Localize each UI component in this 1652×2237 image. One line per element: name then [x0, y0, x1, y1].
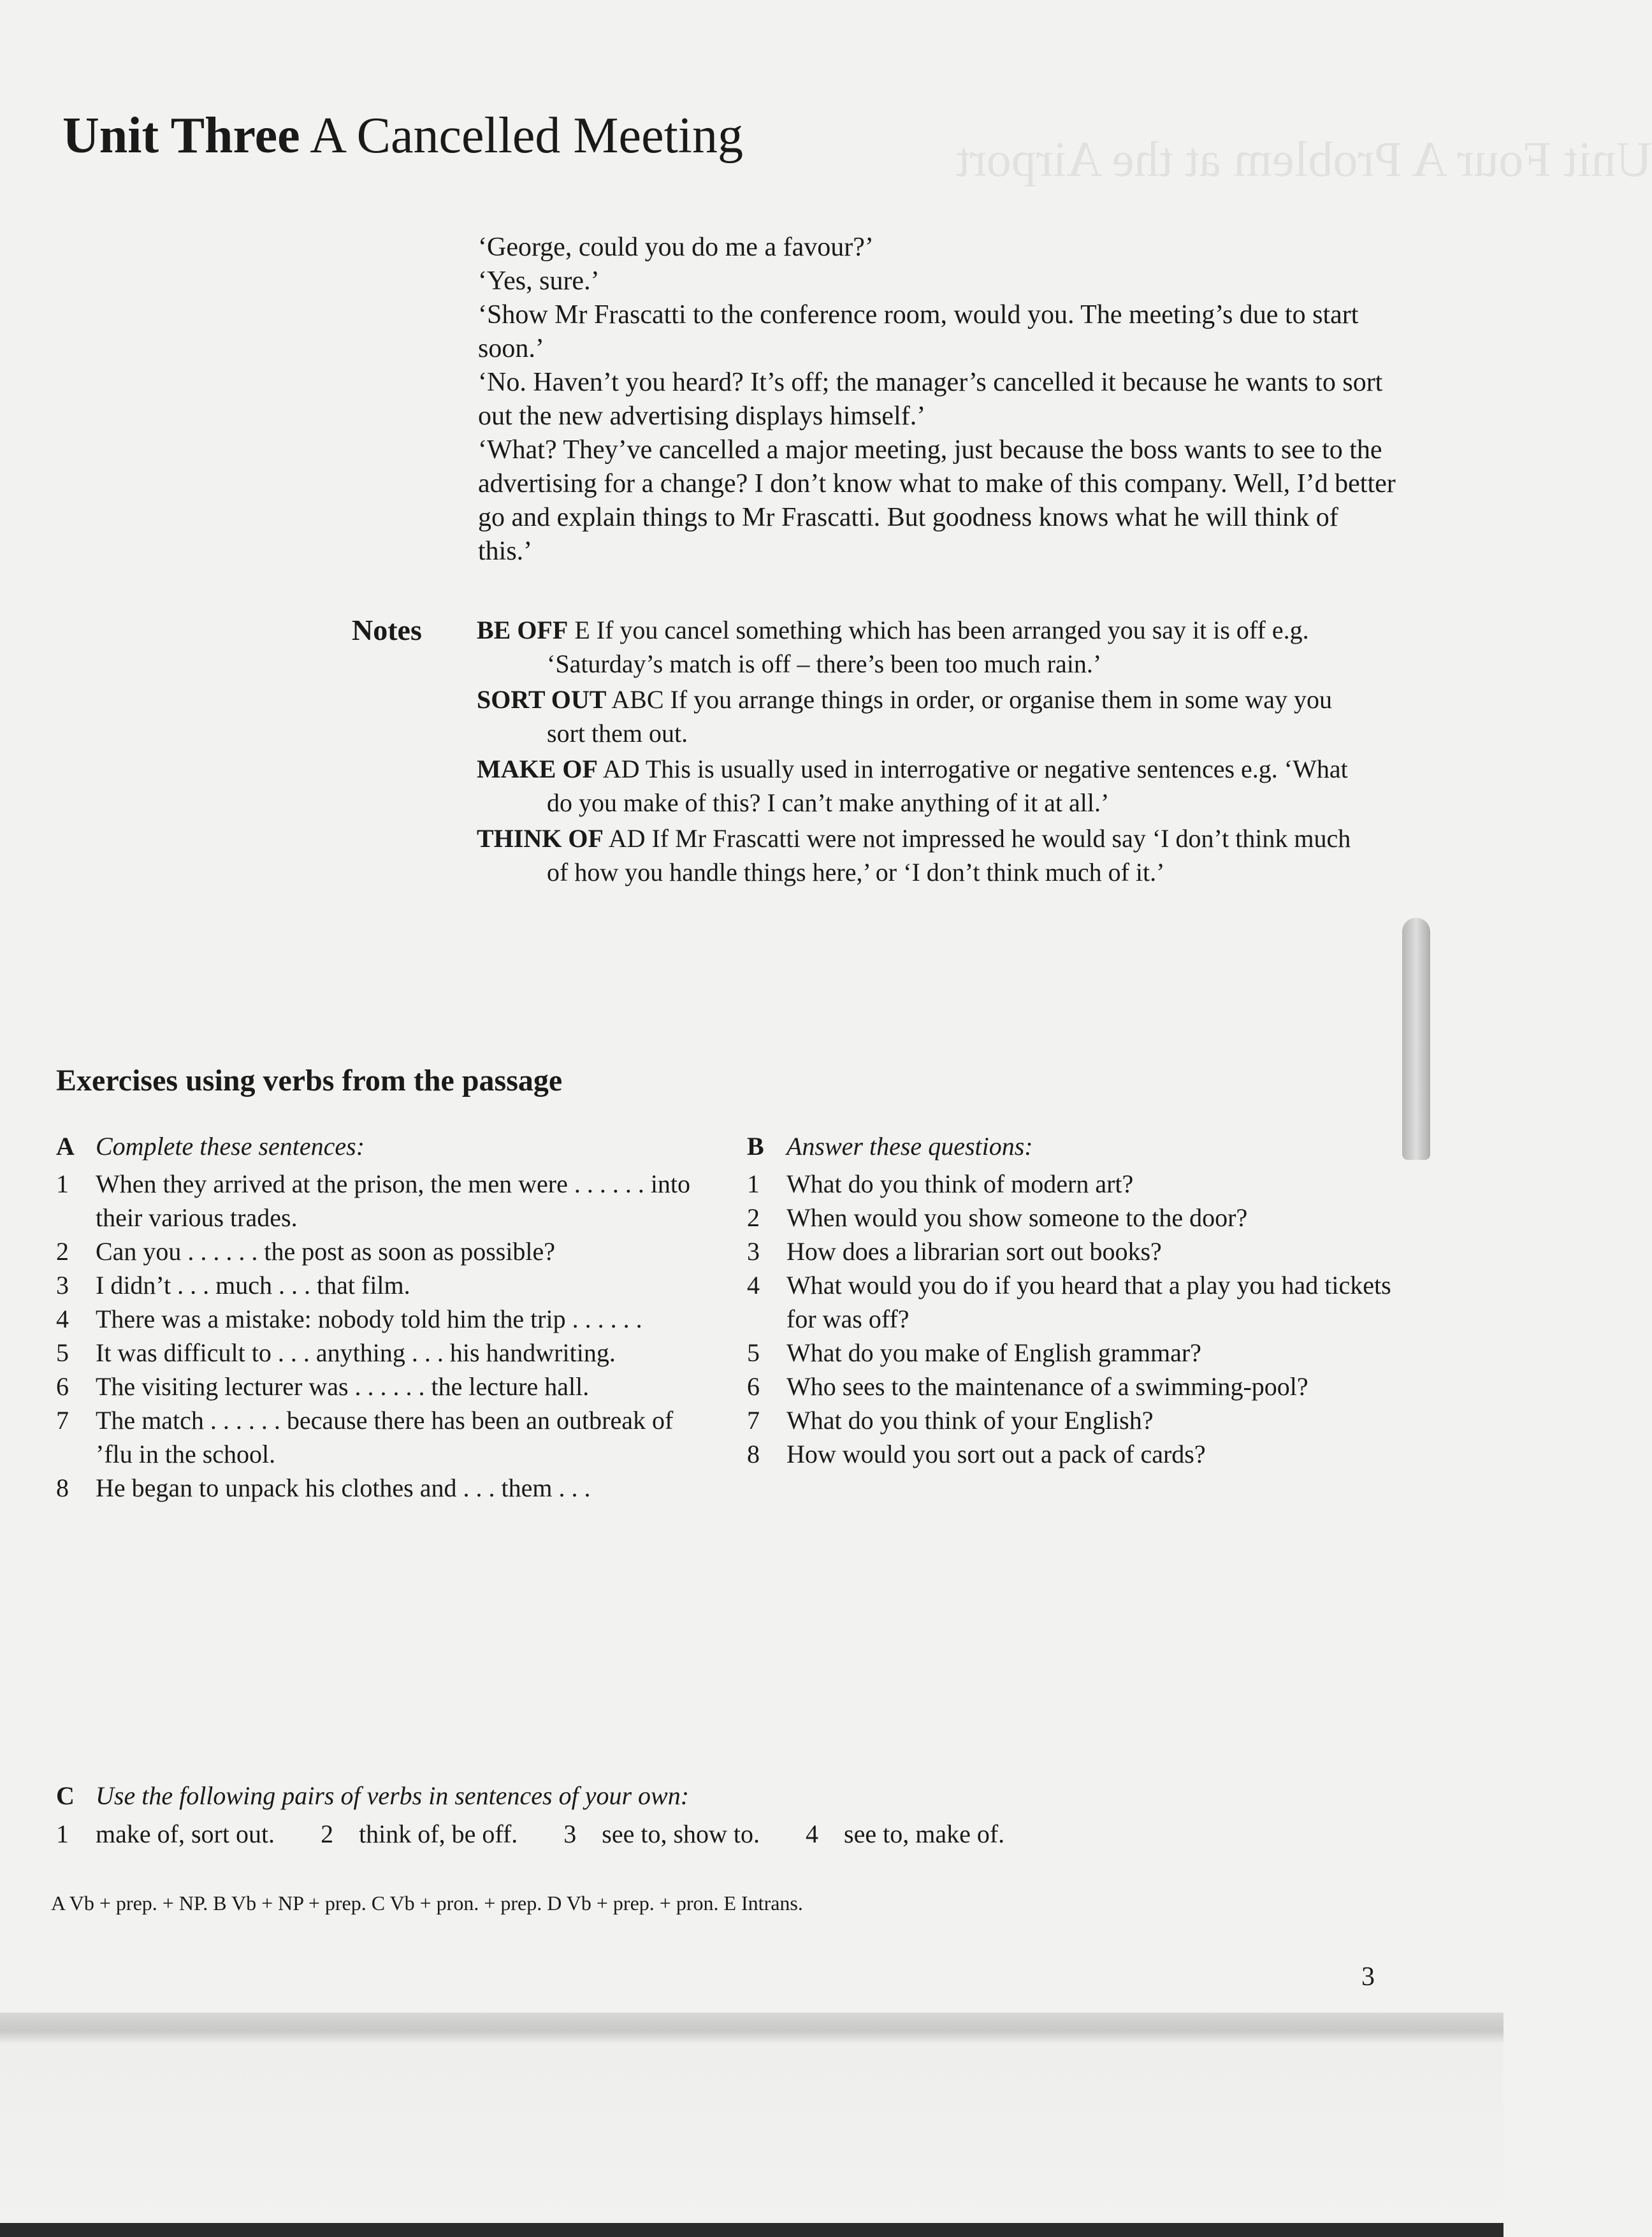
section-instruction: Answer these questions: [786, 1132, 1033, 1161]
section-instruction: Use the following pairs of verbs in sentences of your own: [96, 1781, 690, 1810]
exercise-item: 5 What do you make of English grammar? [747, 1338, 1201, 1367]
exercise-item: 2 think of, be off. [321, 1820, 518, 1848]
exercise-item: 3 I didn’t . . . much . . . that film. [56, 1271, 410, 1299]
exercise-a [56, 1129, 693, 1505]
section-letter: C [56, 1781, 75, 1810]
page-number: 3 [1361, 1962, 1375, 1992]
exercise-item: 6 Who sees to the maintenance of a swimming-pool? [747, 1372, 1308, 1401]
page-tear-mark [1402, 918, 1430, 1160]
exercise-item: 1 What do you think of modern art? [747, 1169, 1134, 1198]
exercise-item: 4 What would you do if you heard that a play you had tickets for was off? [747, 1271, 1391, 1333]
exercise-item: 8 He began to unpack his clothes and . . . them . . . [56, 1473, 591, 1502]
exercise-item: 6 The visiting lecturer was . . . . . . the lecture hall. [56, 1372, 590, 1401]
unit-title [62, 107, 743, 165]
notes-heading: Notes [352, 614, 422, 646]
section-instruction: Complete these sentences: [96, 1132, 365, 1161]
note-item: SORT OUT ABC If you arrange things in order, or organise them in some way you sort them out. [477, 685, 1333, 748]
show-through-text: Unit Four A Problem at the Airport [956, 131, 1652, 187]
exercise-item: 1 When they arrived at the prison, the men were . . . . . . into their various trades. [56, 1169, 691, 1232]
exercise-item: 4 There was a mistake: nobody told him the trip . . . . . . [56, 1305, 642, 1333]
section-letter: A [56, 1132, 75, 1161]
unit-number: Unit Three [62, 108, 300, 164]
note-item: THINK OF AD If Mr Frascatti were not impressed he would say ‘I don’t think much of how you handle things here,’ or ‘I don’t think much of it.’ [477, 824, 1351, 887]
exercise-item: 7 The match . . . . . . because there has been an outbreak of ’flu in the school. [56, 1406, 674, 1468]
passage-line: ‘No. Haven’t you heard? It’s off; the manager’s cancelled it because he wants to sort out the new advertising displays himself.’ [478, 368, 1383, 431]
notes-list [477, 613, 1369, 891]
passage-line: ‘Yes, sure.’ [478, 266, 600, 296]
exercise-item: 2 Can you . . . . . . the post as soon as possible? [56, 1237, 556, 1266]
exercise-b [747, 1129, 1410, 1471]
passage-line: ‘George, could you do me a favour?’ [478, 233, 874, 262]
exercise-item: 8 How would you sort out a pack of cards? [747, 1440, 1206, 1468]
note-item: MAKE OF AD This is usually used in interrogative or negative sentences e.g. ‘What do you make of this? I can’t make anything of it at all.’ [477, 755, 1348, 817]
exercise-item: 3 see to, show to. [563, 1820, 760, 1848]
passage [478, 231, 1396, 568]
passage-line: ‘What? They’ve cancelled a major meeting, just because the boss wants to see to the advertising for a change? I don’t know what to make of this company. Well, I’d better go and explain things to Mr Frascatti. But goodness knows what he will think of this.’ [478, 435, 1396, 566]
passage-line: ‘Show Mr Frascatti to the conference room, would you. The meeting’s due to start soon.’ [478, 300, 1359, 363]
exercises-heading: Exercises using verbs from the passage [56, 1064, 563, 1097]
scanner-edge [0, 2223, 1503, 2237]
exercise-item: 4 see to, make of. [806, 1820, 1005, 1848]
exercise-item: 2 When would you show someone to the door? [747, 1203, 1248, 1232]
exercise-item: 3 How does a librarian sort out books? [747, 1237, 1162, 1266]
exercise-c [56, 1777, 1395, 1853]
unit-name: A Cancelled Meeting [310, 108, 744, 164]
exercise-item: 1 make of, sort out. [56, 1820, 275, 1848]
page-bottom-shadow [0, 2013, 1503, 2237]
note-item: BE OFF E If you cancel something which has been arranged you say it is off e.g. ‘Saturday’s match is off – there’s been too much rain.’ [477, 616, 1309, 678]
section-letter: B [747, 1132, 764, 1161]
grammar-key: A Vb + prep. + NP. B Vb + NP + prep. C Vb + pron. + prep. D Vb + prep. + pron. E Intrans. [51, 1892, 803, 1915]
exercise-item: 7 What do you think of your English? [747, 1406, 1154, 1435]
exercise-item: 5 It was difficult to . . . anything . . . his handwriting. [56, 1338, 616, 1367]
